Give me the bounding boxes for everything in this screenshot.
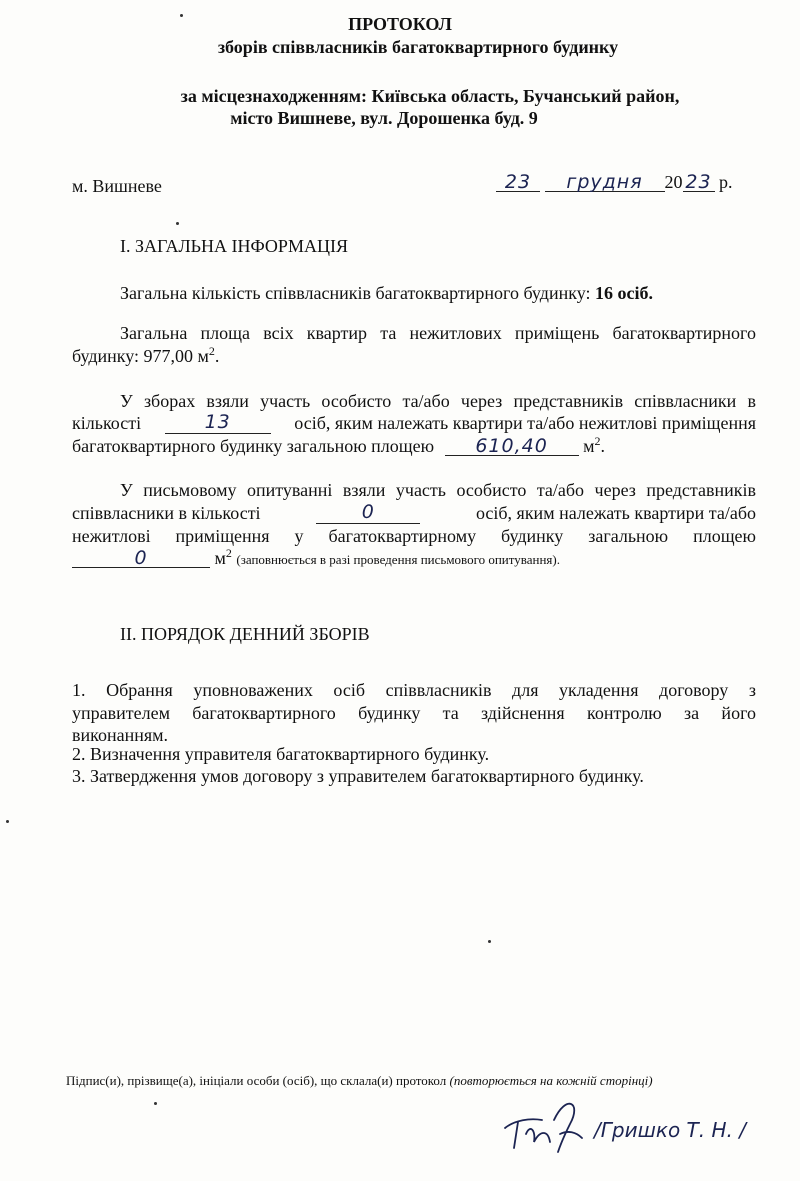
meeting-place: м. Вишневе (72, 176, 162, 196)
document-subtitle: зборів співвласників багатоквартирного будинку (217, 37, 619, 57)
written-line-1: У письмовому опитуванні взяли участь особисто та/або через представників (120, 480, 756, 500)
signer-name-text: Гришко Т. Н. (600, 1118, 733, 1142)
handwritten-signature-icon (500, 1090, 590, 1160)
section-1-heading: I. ЗАГАЛЬНА ІНФОРМАЦІЯ (120, 236, 348, 256)
meeting-area-end: . (600, 436, 605, 456)
written-count-label: співвласники в кількості (72, 503, 261, 523)
written-line-4 (72, 548, 560, 569)
signer-name (594, 1118, 746, 1142)
owners-count-label: Загальна кількість співвласників багатоквартирного будинку: (120, 283, 591, 303)
meeting-line-2 (72, 413, 756, 434)
date-month: грудня (545, 173, 665, 192)
written-area-field: 0 (72, 549, 210, 568)
scan-speck (180, 14, 183, 17)
signature-label (66, 1073, 653, 1089)
agenda-item-3: 3. Затвердження умов договору з управителем багатоквартирного будинку. (72, 766, 644, 786)
owners-count (120, 283, 653, 304)
owners-count-value: 16 осіб. (594, 283, 653, 303)
written-note: (заповнюється в разі проведення письмового опитування). (236, 552, 560, 567)
written-line-3: нежитлові приміщення у багатоквартирному будинку загальною площею (72, 526, 756, 546)
agenda-item-1-line-1: 1. Обрання уповноважених осіб співвласників для укладення договору з (72, 680, 756, 700)
date-year-suffix: 23 (683, 173, 715, 192)
meeting-area-field: 610,40 (445, 437, 579, 456)
area-value: будинку: 977,00 м (72, 346, 209, 366)
area-unit-sup: 2 (208, 344, 215, 358)
date-year-unit: р. (719, 172, 733, 192)
meeting-line-1: У зборах взяли участь особисто та/або через представників співвласники в (120, 391, 756, 411)
section-2-heading: II. ПОРЯДОК ДЕННИЙ ЗБОРІВ (120, 624, 370, 644)
meeting-count-label: кількості (72, 413, 142, 433)
scan-speck (6, 820, 9, 823)
scan-speck (176, 222, 179, 225)
date-year-prefix: 20 (664, 172, 683, 192)
scan-speck (488, 940, 491, 943)
location-line-1: за місцезнаходженням: Київська область, Бучанський район, (180, 86, 680, 106)
meeting-line-3 (72, 436, 605, 457)
agenda-item-2: 2. Визначення управителя багатоквартирного будинку. (72, 744, 490, 764)
area-line-2 (72, 346, 219, 367)
date-day: 23 (496, 173, 540, 192)
agenda-item-1-line-3: виконанням. (72, 725, 169, 745)
signer-name-slash-left: / (594, 1118, 601, 1142)
written-line-2 (72, 503, 756, 524)
agenda-item-1-line-2: управителем багатоквартирного будинку та здійснення контролю за його (72, 703, 756, 723)
meeting-area-unit: м (583, 436, 595, 456)
meeting-area-sup: 2 (594, 434, 601, 448)
written-area-unit: м (214, 548, 226, 568)
signature-label-text: Підпис(и), прізвище(а), ініціали особи (осіб), що склала(и) протокол (66, 1073, 447, 1088)
written-count-post: осіб, яким належать квартири та/або (475, 503, 756, 523)
scan-speck (154, 1102, 157, 1105)
meeting-count-post: осіб, яким належать квартири та/або нежитлові приміщення (294, 413, 756, 433)
meeting-area-label: багатоквартирного будинку загальною площею (72, 436, 435, 456)
location-line-2: місто Вишневе, вул. Дорошенка буд. 9 (230, 108, 538, 128)
meeting-count-field: 13 (165, 413, 271, 434)
area-line-1: Загальна площа всіх квартир та нежитлових приміщень багатоквартирного (120, 323, 756, 343)
document-title: ПРОТОКОЛ (348, 14, 452, 34)
signer-name-slash-right: / (732, 1118, 746, 1142)
written-area-sup: 2 (225, 546, 232, 560)
meeting-date (496, 172, 758, 193)
area-end: . (214, 346, 220, 366)
signature-note: (повторюється на кожній сторінці) (449, 1073, 653, 1088)
written-count-field: 0 (316, 503, 420, 524)
